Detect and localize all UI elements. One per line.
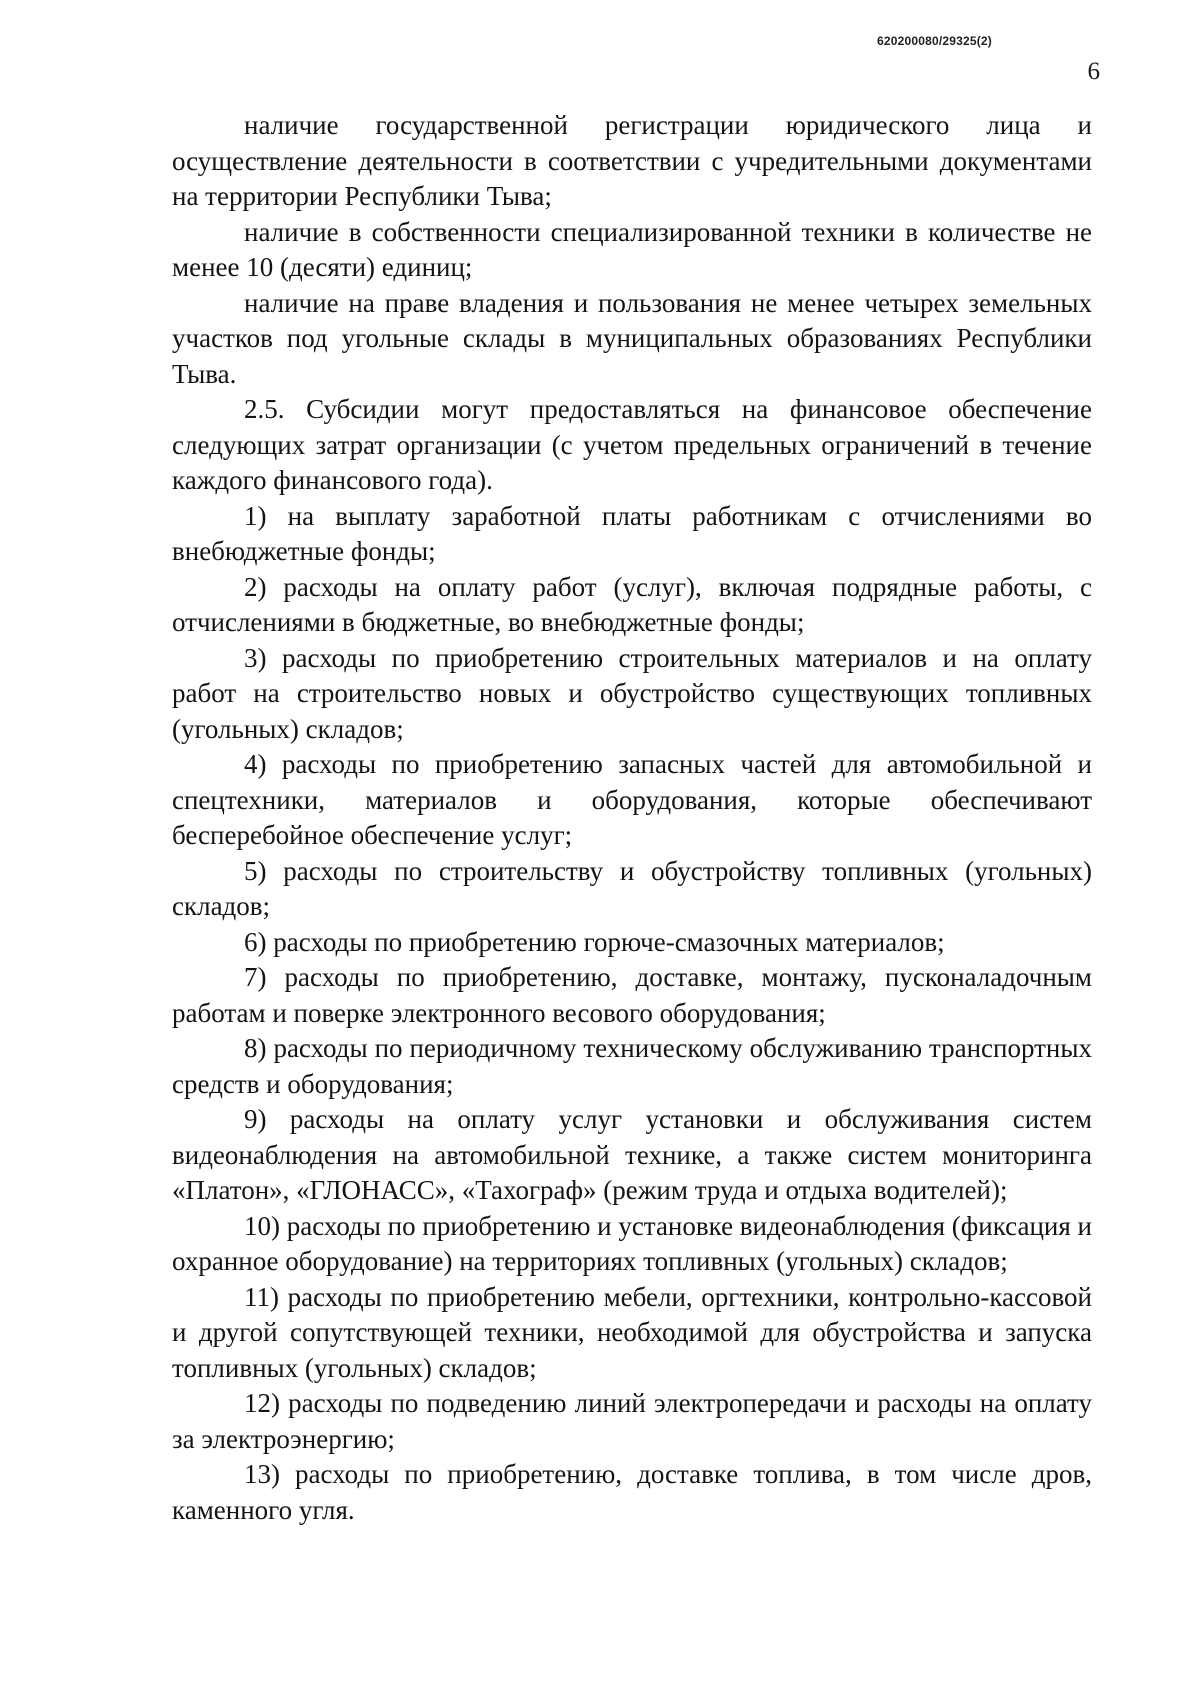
paragraph: наличие государственной регистрации юридического лица и осуществление деятельности в соответствии с учредительными документами на территории Республики Тыва; xyxy=(172,110,1092,211)
paragraph: наличие в собственности специализированной техники в количестве не менее 10 (десяти) единиц; xyxy=(172,216,1092,282)
list-item: 2) расходы на оплату работ (услуг), включая подрядные работы, с отчислениями в бюджетные, во внебюджетные фонды; xyxy=(172,571,1092,637)
list-item: 6) расходы по приобретению горюче-смазочных материалов; xyxy=(244,926,945,957)
list-item: 4) расходы по приобретению запасных частей для автомобильной и спецтехники, материалов и оборудования, которые обеспечивают бесперебойное обеспечение услуг; xyxy=(172,749,1092,850)
list-item: 3) расходы по приобретению строительных материалов и на оплату работ на строительство новых и обустройство существующих топливных (угольных) складов; xyxy=(172,642,1092,744)
list-item: 9) расходы на оплату услуг установки и обслуживания систем видеонаблюдения на автомобильной технике, а также систем мониторинга «Платон», «ГЛОНАСС», «Тахограф» (режим труда и отдыха водителей); xyxy=(172,1104,1092,1205)
list-item: 1) на выплату заработной платы работникам с отчислениями во внебюджетные фонды; xyxy=(172,500,1092,566)
list-item: 10) расходы по приобретению и установке видеонаблюдения (фиксация и охранное оборудование) на территориях топливных (угольных) складов; xyxy=(172,1210,1092,1276)
list-item: 5) расходы по строительству и обустройству топливных (угольных) складов; xyxy=(172,855,1092,921)
paragraph: 2.5. Субсидии могут предоставляться на финансовое обеспечение следующих затрат организации (с учетом предельных ограничений в течение каждого финансового года). xyxy=(172,394,1092,495)
list-item: 13) расходы по приобретению, доставке топлива, в том числе дров, каменного угля. xyxy=(172,1459,1092,1525)
list-item: 12) расходы по подведению линий электропередачи и расходы на оплату за электроэнергию; xyxy=(172,1388,1092,1454)
page-number: 6 xyxy=(1087,58,1100,85)
document-code: 620200080/29325(2) xyxy=(876,34,992,48)
list-item: 7) расходы по приобретению, доставке, монтажу, пусконаладочным работам и поверке электронного весового оборудования; xyxy=(172,962,1092,1028)
document-body xyxy=(172,108,1092,1528)
paragraph: наличие на праве владения и пользования не менее четырех земельных участков под угольные склады в муниципальных образованиях Республики Тыва. xyxy=(172,287,1092,389)
list-item: 8) расходы по периодичному техническому обслуживанию транспортных средств и оборудования; xyxy=(172,1033,1092,1099)
list-item: 11) расходы по приобретению мебели, оргтехники, контрольно-кассовой и другой сопутствующей техники, необходимой для обустройства и запуска топливных (угольных) складов; xyxy=(172,1281,1092,1383)
